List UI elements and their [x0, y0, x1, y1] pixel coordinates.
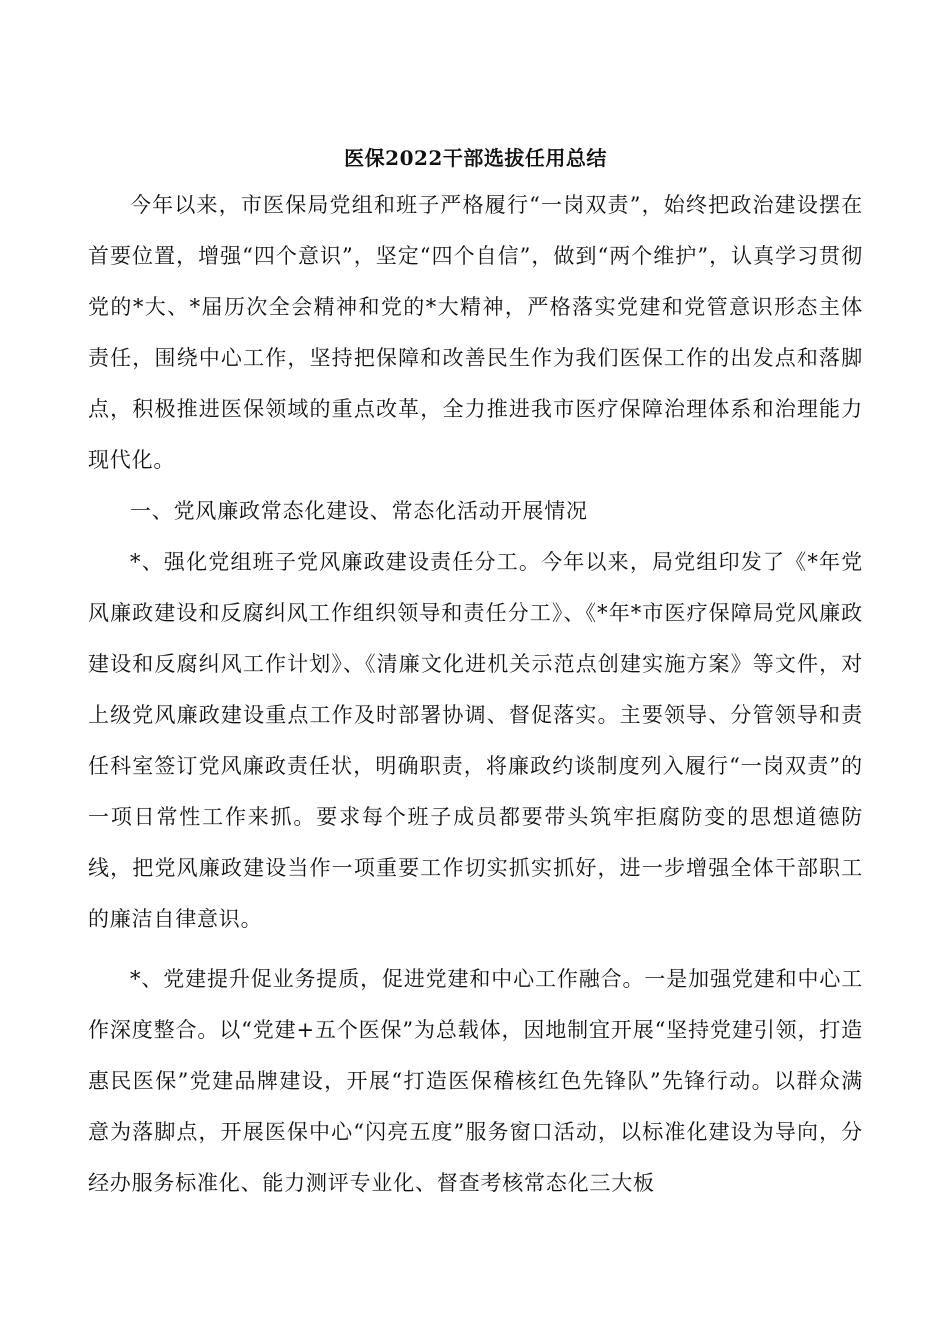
section-heading-1: 一、党风廉政常态化建设、常态化活动开展情况: [130, 499, 588, 523]
paragraph-responsibility: *、强化党组班子党风廉政建设责任分工。今年以来，局党组印发了《*年党风廉政建设和反腐纠风工作组织领导和责任分工》、《*年*市医疗保障局党风廉政建设和反腐纠风工作计划》、《清廉文化进机关示范点创建实施方案》等文件，对上级党风廉政建设重点工作及时部署协调、督促落实。主要领导、分管领导和责任科室签订党风廉政责任状，明确职责，将廉政约谈制度列入履行“一岗双责”的一项日常性工作来抓。要求每个班子成员都要带头筑牢拒腐防变的思想道德防线，把党风廉政建设当作一项重要工作切实抓实抓好，进一步增强全体干部职工的廉洁自律意识。: [88, 550, 863, 931]
document-title: 医保2022干部选拔任用总结: [344, 146, 607, 170]
paragraph-intro: 今年以来，市医保局党组和班子严格履行“一岗双责”，始终把政治建设摆在首要位置，增强“四个意识”，坚定“四个自信”，做到“两个维护”，认真学习贯彻党的*大、*届历次全会精神和党的*大精神，严格落实党建和党管意识形态主体责任，围绕中心工作，坚持把保障和改善民生作为我们医保工作的出发点和落脚点，积极推进医保领域的重点改革，全力推进我市医疗保障治理体系和治理能力现代化。: [88, 193, 863, 472]
document-page: [88, 140, 863, 1209]
paragraph-party-building: *、党建提升促业务提质，促进党建和中心工作融合。一是加强党建和中心工作深度整合。以“党建+五个医保”为总载体，因地制宜开展“坚持党建引领，打造惠民医保”党建品牌建设，开展“打造医保稽核红色先锋队”先锋行动。以群众满意为落脚点，开展医保中心“闪亮五度”服务窗口活动，以标准化建设为导向，分经办服务标准化、能力测评专业化、督查考核常态化三大板: [88, 967, 863, 1195]
